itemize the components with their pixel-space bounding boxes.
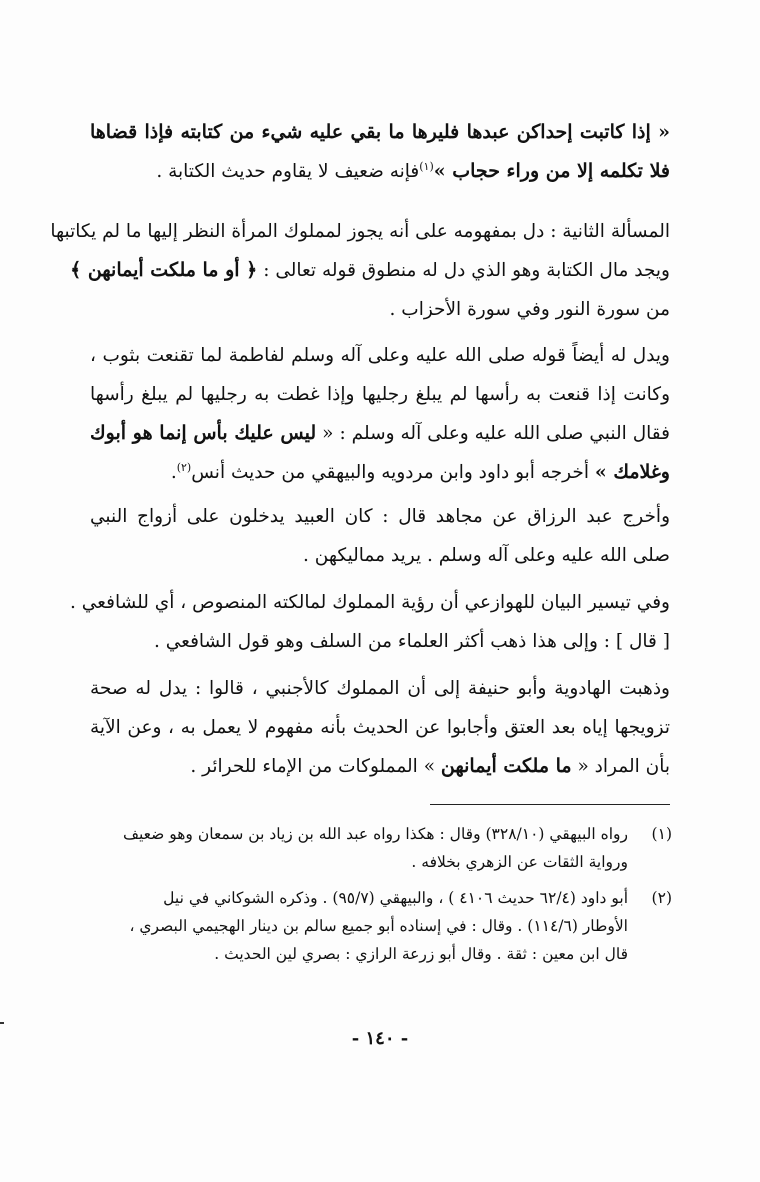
paragraph-line: المسألة الثانية : دل بمفهومه على أنه يجوز لمملوك المرأة النظر إليها ما لم يكاتبها bbox=[50, 221, 670, 242]
paragraph-line bbox=[90, 414, 670, 453]
paragraph-text: بأن المراد « bbox=[577, 756, 670, 777]
footnote-line: رواه البيهقي (٣٢٨/١٠) وقال : هكذا رواه عبد الله بن زياد بن سمعان وهو ضعيف bbox=[122, 825, 628, 843]
paragraph-line: وغلامك » أخرجه أبو داود وابن مردويه والبيهقي من حديث أنس$^{(٢)}$. bbox=[170, 460, 670, 483]
paragraph-line bbox=[90, 152, 670, 191]
footnote-separator bbox=[430, 804, 670, 805]
paragraph-line: تزويجها إياه بعد العتق وأجابوا عن الحديث بأنه مفهوم لا يعمل به ، وعن الآية bbox=[90, 717, 670, 738]
quran-verse: ﴿ أو ما ملكت أيمانهن ﴾ bbox=[70, 259, 258, 281]
paragraph-line bbox=[70, 251, 670, 290]
paragraph-line: وكانت إذا قنعت به رأسها لم يبلغ رجليها وإذا غطت به رجليها لم يبلغ رأسها bbox=[90, 384, 670, 405]
paragraph-3 bbox=[90, 336, 670, 492]
scan-edge-mark bbox=[0, 1022, 4, 1024]
paragraph-text: ويجد مال الكتابة وهو الذي دل له منطوق قوله تعالى : bbox=[263, 260, 670, 281]
paragraph-line: « إذا كاتبت إحداكن عبدها فليرها ما بقي عليه شيء من كتابته فإذا قضاها bbox=[90, 121, 670, 143]
paragraph-line: وفي تيسير البيان للهوازعي أن رؤية المملوك لمالكته المنصوص ، أي للشافعي . bbox=[70, 592, 670, 613]
hadith-text: فلا تكلمه إلا من وراء حجاب » bbox=[433, 160, 670, 182]
paragraph-2 bbox=[50, 212, 670, 329]
paragraph-text: » المملوكات من الإماء للحرائر . bbox=[190, 756, 436, 777]
paragraph-line bbox=[90, 747, 670, 786]
paragraph-line: ويدل له أيضاً قوله صلى الله عليه وعلى آله وسلم لفاطمة لما تقنعت بثوب ، bbox=[90, 345, 670, 366]
paragraph-line: صلى الله عليه وعلى آله وسلم . يريد مماليكهن . bbox=[302, 545, 670, 566]
paragraph-6 bbox=[90, 669, 670, 786]
paragraph-4 bbox=[90, 497, 670, 575]
footnote-ref: (١) bbox=[419, 159, 434, 173]
footnote-ref: (٢) bbox=[176, 460, 192, 474]
paragraph-1 bbox=[90, 113, 670, 191]
hadith-text: وغلامك » bbox=[594, 461, 670, 483]
footnote-line: ورواية الثقات عن الزهري بخلافه . bbox=[411, 853, 628, 871]
paragraph-line: من سورة النور وفي سورة الأحزاب . bbox=[389, 299, 670, 320]
footnote-line: قال ابن معين : ثقة . وقال أبو زرعة الرازي : بصري لين الحديث . bbox=[214, 945, 628, 963]
footnote-number: (٢) bbox=[651, 889, 672, 907]
paragraph-line: وذهبت الهادوية وأبو حنيفة إلى أن المملوك كالأجنبي ، قالوا : يدل له صحة bbox=[90, 678, 670, 699]
footnote-line: الأوطار (١١٤/٦) . وقال : في إسناده أبو جميع سالم بن دينار الهجيمي البصري ، bbox=[129, 917, 628, 935]
footnote-2 bbox=[82, 884, 672, 968]
paragraph-line: وأخرج عبد الرزاق عن مجاهد قال : كان العبيد يدخلون على أزواج النبي bbox=[90, 506, 670, 527]
footnote-1 bbox=[82, 820, 672, 876]
paragraph-text: فإنه ضعيف لا يقاوم حديث الكتابة . bbox=[156, 161, 420, 182]
quran-verse: ما ملكت أيمانهن bbox=[440, 755, 572, 777]
footnote-line: أبو داود (٦٢/٤ حديث ٤١٠٦ ) ، والبيهقي (٩٥/٧) . وذكره الشوكاني في نيل bbox=[163, 889, 628, 907]
page-number: - ١٤٠ - bbox=[351, 1028, 409, 1049]
paragraph-line: [ قال ] : وإلى هذا ذهب أكثر العلماء من السلف وهو قول الشافعي . bbox=[153, 631, 670, 652]
hadith-text: ليس عليك بأس إنما هو أبوك bbox=[90, 422, 317, 444]
paragraph-text: أخرجه أبو داود وابن مردويه والبيهقي من حديث أنس bbox=[191, 462, 589, 483]
paragraph-text: فقال النبي صلى الله عليه وعلى آله وسلم : « bbox=[322, 423, 670, 444]
paragraph-5 bbox=[70, 583, 670, 661]
footnote-number: (١) bbox=[651, 825, 672, 843]
